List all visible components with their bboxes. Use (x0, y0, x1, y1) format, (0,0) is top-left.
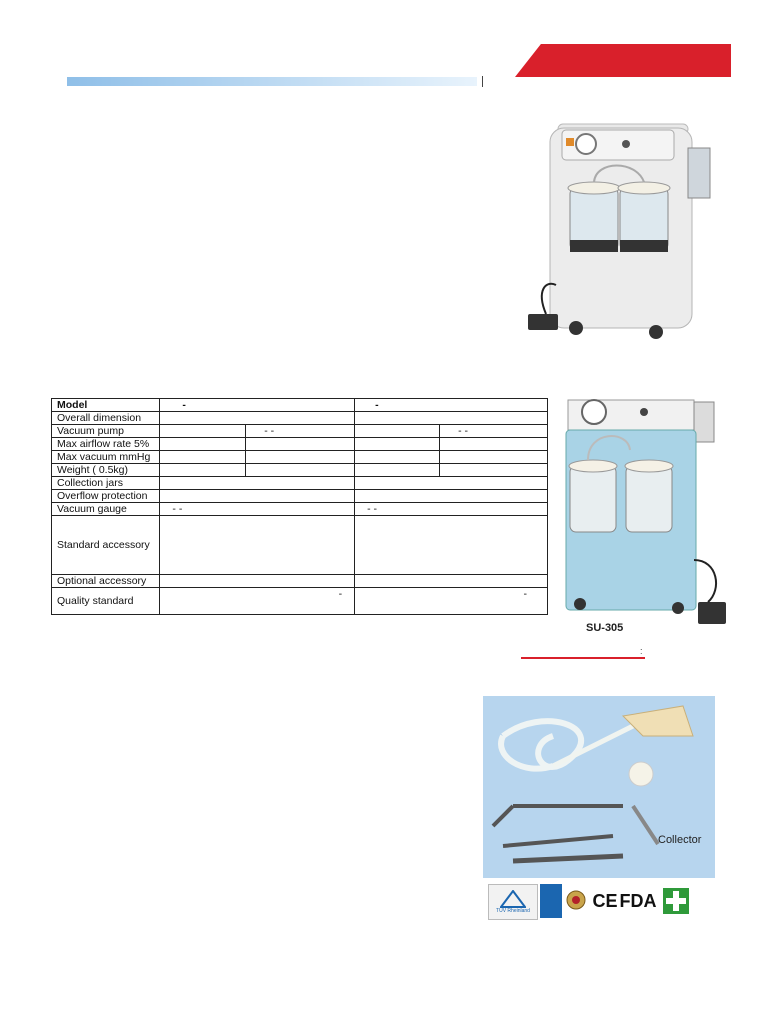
model-b: - (355, 399, 548, 412)
specification-table (51, 398, 548, 615)
quality-mark-logo (540, 884, 562, 918)
cell-a: - - (160, 503, 355, 516)
cell-a: - (160, 588, 355, 615)
row-label: Weight ( 0.5kg) (52, 464, 160, 477)
row-label: Max vacuum mmHg (52, 451, 160, 464)
row-label: Vacuum gauge (52, 503, 160, 516)
fda-logo: FDA (619, 890, 657, 911)
colon-mark: : (640, 646, 643, 656)
model-a: - (160, 399, 355, 412)
suction-unit-white-photo (516, 100, 722, 350)
collector-label: Collector (658, 834, 702, 846)
row-label: Standard accessory (52, 516, 160, 575)
row-label: Collection jars (52, 477, 160, 490)
table-row (52, 425, 548, 438)
row-label: Model (52, 399, 160, 412)
cell-b (355, 412, 548, 425)
row-label: Overall dimension (52, 412, 160, 425)
suction-unit-blue-photo (558, 390, 728, 636)
cell-a (160, 412, 355, 425)
table-row (52, 477, 548, 490)
cell-b: - - (440, 425, 548, 438)
green-cross-logo (662, 884, 690, 918)
red-underline (521, 657, 645, 659)
row-label: Overflow protection (52, 490, 160, 503)
header-red-tab (515, 44, 731, 77)
cell-b: - - (355, 503, 548, 516)
seal-logo (566, 884, 586, 918)
table-row (52, 451, 548, 464)
row-label: Quality standard (52, 588, 160, 615)
table-row (52, 503, 548, 516)
row-label: Vacuum pump (52, 425, 160, 438)
table-row (52, 399, 548, 412)
tuv-certification-logo (488, 884, 538, 920)
ce-mark-logo: CE (592, 890, 618, 911)
cell-b: - (355, 588, 548, 615)
table-row (52, 575, 548, 588)
table-row (52, 588, 548, 615)
tuv-logo-text: TÜV Rheinland (496, 908, 530, 914)
table-row (52, 438, 548, 451)
row-label: Max airflow rate 5% (52, 438, 160, 451)
header-divider (482, 76, 483, 87)
row-label: Optional accessory (52, 575, 160, 588)
table-row (52, 464, 548, 477)
table-row (52, 516, 548, 575)
product-caption: SU-305 (586, 622, 624, 634)
table-row (52, 412, 548, 425)
header-gradient-bar (67, 77, 477, 86)
accessories-photo (483, 696, 715, 878)
table-row (52, 490, 548, 503)
cell-a: - - (246, 425, 355, 438)
